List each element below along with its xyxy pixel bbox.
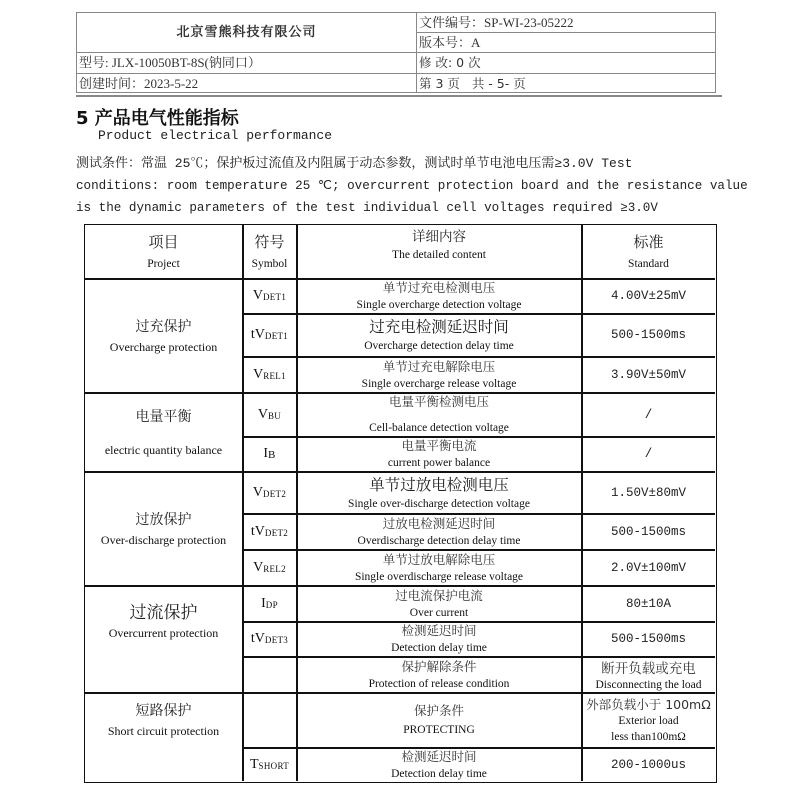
header-content	[297, 225, 581, 265]
standard-cell: 80±10A	[625, 596, 671, 611]
symbol-main: V	[252, 288, 263, 303]
group-label-zh: 电量平衡	[135, 408, 192, 425]
symbol-cell	[243, 314, 296, 356]
content-zh: 过放电检测延迟时间	[382, 515, 496, 531]
symbol-cell	[243, 279, 296, 313]
content-cell	[297, 314, 581, 356]
content-zh: 单节过放电检测电压	[369, 475, 509, 494]
content-cell	[297, 693, 581, 747]
standard-cell: 500-1500ms	[610, 524, 686, 539]
symbol-cell	[243, 437, 296, 471]
content-en: Over current	[409, 606, 469, 619]
header-content-zh: 详细内容	[412, 229, 466, 245]
group-label-zh: 过充保护	[135, 318, 192, 335]
symbol-cell	[243, 393, 296, 436]
group-label-en: electric quantity balance	[104, 442, 223, 457]
group-label-en: Overcharge protection	[109, 339, 218, 354]
group-overcurrent	[85, 586, 242, 656]
standard-cell	[582, 657, 715, 692]
standard-cell: 500-1500ms	[610, 632, 686, 646]
document-number: 文件编号：SP-WI-23-05222	[419, 15, 574, 30]
symbol-main: tV	[250, 327, 265, 342]
standard-en-line-2: less than100mΩ	[611, 730, 686, 743]
header-symbol-en: Symbol	[251, 257, 288, 270]
test-conditions-line-2: conditions: room temperature 25 ℃; overcurrent protection board and the resistance value	[76, 179, 748, 193]
header-standard-en: Standard	[628, 257, 669, 270]
content-zh: 保护解除条件	[401, 658, 477, 674]
content-en: Protection of release condition	[368, 677, 510, 690]
group-label-zh: 过流保护	[129, 603, 198, 623]
symbol-subscript: DET2	[264, 527, 289, 538]
symbol-main: V	[252, 484, 263, 500]
symbol-subscript: SHORT	[258, 761, 290, 771]
document-header	[76, 12, 716, 93]
symbol-cell	[243, 622, 296, 656]
group-label-zh: 过放保护	[135, 511, 192, 528]
content-cell	[297, 514, 581, 549]
test-conditions-line-3: is the dynamic parameters of the test individual cell voltages required ≥3.0V	[76, 201, 658, 215]
content-cell	[297, 657, 581, 692]
symbol-subscript: REL2	[263, 563, 286, 574]
content-cell	[297, 748, 581, 782]
content-zh: 单节过充电解除电压	[382, 358, 496, 374]
version: 版本号：A	[419, 35, 481, 50]
symbol-cell	[243, 357, 296, 392]
symbol-cell	[243, 748, 296, 782]
content-zh: 过电流保护电流	[395, 587, 483, 603]
page-indicator: 第 3 页 共 - 5- 页	[419, 76, 526, 91]
content-en: Overcharge detection delay time	[364, 340, 514, 352]
group-label-zh: 短路保护	[135, 703, 192, 719]
content-zh: 电量平衡电流	[401, 438, 477, 453]
performance-table	[84, 224, 717, 783]
content-cell	[297, 279, 581, 313]
content-cell	[297, 357, 581, 392]
standard-zh: 断开负载或充电	[601, 660, 696, 677]
content-cell	[297, 622, 581, 656]
symbol-subscript: B	[268, 449, 276, 461]
standard-cell: 4.00V±25mV	[610, 289, 686, 303]
content-zh: 单节过充电检测电压	[382, 280, 496, 295]
symbol-main: tV	[250, 631, 265, 646]
content-zh: 电量平衡检测电压	[388, 394, 489, 409]
symbol-cell	[243, 514, 296, 549]
created-date: 创建时间：2023-5-22	[79, 76, 199, 91]
header-symbol-zh: 符号	[254, 232, 285, 251]
content-en: Single overcharge release voltage	[361, 377, 517, 390]
content-en: Single over-discharge detection voltage	[348, 497, 530, 510]
standard-cell	[582, 693, 715, 747]
test-conditions-line-1: 测试条件：常温 25℃；保护板过流值及内阻属于动态参数，测试时单节电池电压需≥3.0V Test	[76, 156, 633, 171]
standard-en: Disconnecting the load	[595, 678, 702, 691]
content-cell	[297, 586, 581, 621]
group-overcharge	[85, 279, 242, 392]
group-over-discharge	[85, 472, 242, 585]
content-zh: 检测延迟时间	[401, 623, 477, 638]
revision-count: 修 改: 0 次	[419, 55, 481, 70]
header-content-en: The detailed content	[392, 249, 486, 261]
group-label-en: Over-discharge protection	[100, 532, 227, 547]
standard-cell: 3.90V±50mV	[610, 367, 686, 382]
standard-cell: /	[644, 407, 653, 422]
symbol-subscript: DET3	[264, 635, 289, 645]
section-subtitle: Product electrical performance	[98, 128, 333, 143]
content-en: Overdischarge detection delay time	[357, 534, 521, 547]
symbol-cell	[243, 586, 296, 621]
section-title: 5 产品电气性能指标	[76, 108, 239, 129]
content-zh: 保护条件	[413, 703, 464, 718]
content-en: current power balance	[387, 457, 491, 469]
model-number: 型号: JLX-10050BT-8S(钠同口）	[79, 55, 261, 70]
header-project	[85, 225, 242, 278]
content-en: Detection delay time	[391, 642, 487, 654]
standard-en-line-1: Exterior load	[618, 714, 679, 727]
symbol-main: tV	[250, 523, 265, 539]
group-short-circuit	[85, 693, 242, 747]
standard-cell: 200-1000us	[610, 758, 686, 772]
header-symbol	[243, 225, 296, 278]
symbol-cell	[243, 550, 296, 585]
content-en: Single overdischarge release voltage	[354, 570, 524, 583]
content-zh: 检测延迟时间	[401, 749, 477, 764]
content-zh: 过充电检测延迟时间	[369, 318, 509, 336]
symbol-subscript: DET1	[262, 292, 287, 302]
content-zh: 单节过放电解除电压	[382, 551, 496, 567]
content-cell	[297, 393, 581, 436]
header-project-en: Project	[147, 257, 180, 270]
header-standard-zh: 标准	[633, 232, 664, 251]
symbol-main: I	[263, 446, 269, 461]
symbol-main: V	[253, 366, 264, 382]
symbol-subscript: BU	[268, 410, 282, 421]
content-cell	[297, 550, 581, 585]
standard-cell: 2.0V±100mV	[610, 560, 686, 575]
header-project-zh: 项目	[148, 232, 179, 251]
group-label-en: Overcurrent protection	[108, 626, 219, 640]
symbol-subscript: DET1	[264, 331, 289, 341]
standard-cell: 500-1500ms	[610, 328, 686, 342]
content-en: Cell-balance detection voltage	[369, 422, 509, 434]
group-label-en: Short circuit protection	[107, 724, 220, 738]
content-en: PROTECTING	[403, 724, 475, 736]
content-cell	[297, 472, 581, 513]
header-standard	[582, 225, 715, 278]
content-en: Single overcharge detection voltage	[356, 299, 522, 311]
standard-cell: /	[644, 447, 653, 461]
content-en: Detection delay time	[391, 768, 487, 780]
standard-cell: 1.50V±80mV	[610, 485, 686, 500]
company-name: 北京雪熊科技有限公司	[176, 25, 317, 40]
symbol-main: V	[253, 559, 264, 575]
symbol-main: T	[249, 757, 259, 772]
symbol-subscript: DET2	[262, 488, 287, 499]
symbol-subscript: DP	[265, 599, 278, 610]
group-balance	[85, 393, 242, 471]
header-underline	[76, 95, 722, 97]
symbol-main: I	[261, 595, 266, 611]
symbol-cell	[243, 472, 296, 513]
content-cell	[297, 437, 581, 471]
symbol-subscript: REL1	[263, 370, 286, 381]
standard-zh: 外部负载小于 100mΩ	[586, 696, 711, 712]
symbol-main: V	[257, 406, 268, 422]
